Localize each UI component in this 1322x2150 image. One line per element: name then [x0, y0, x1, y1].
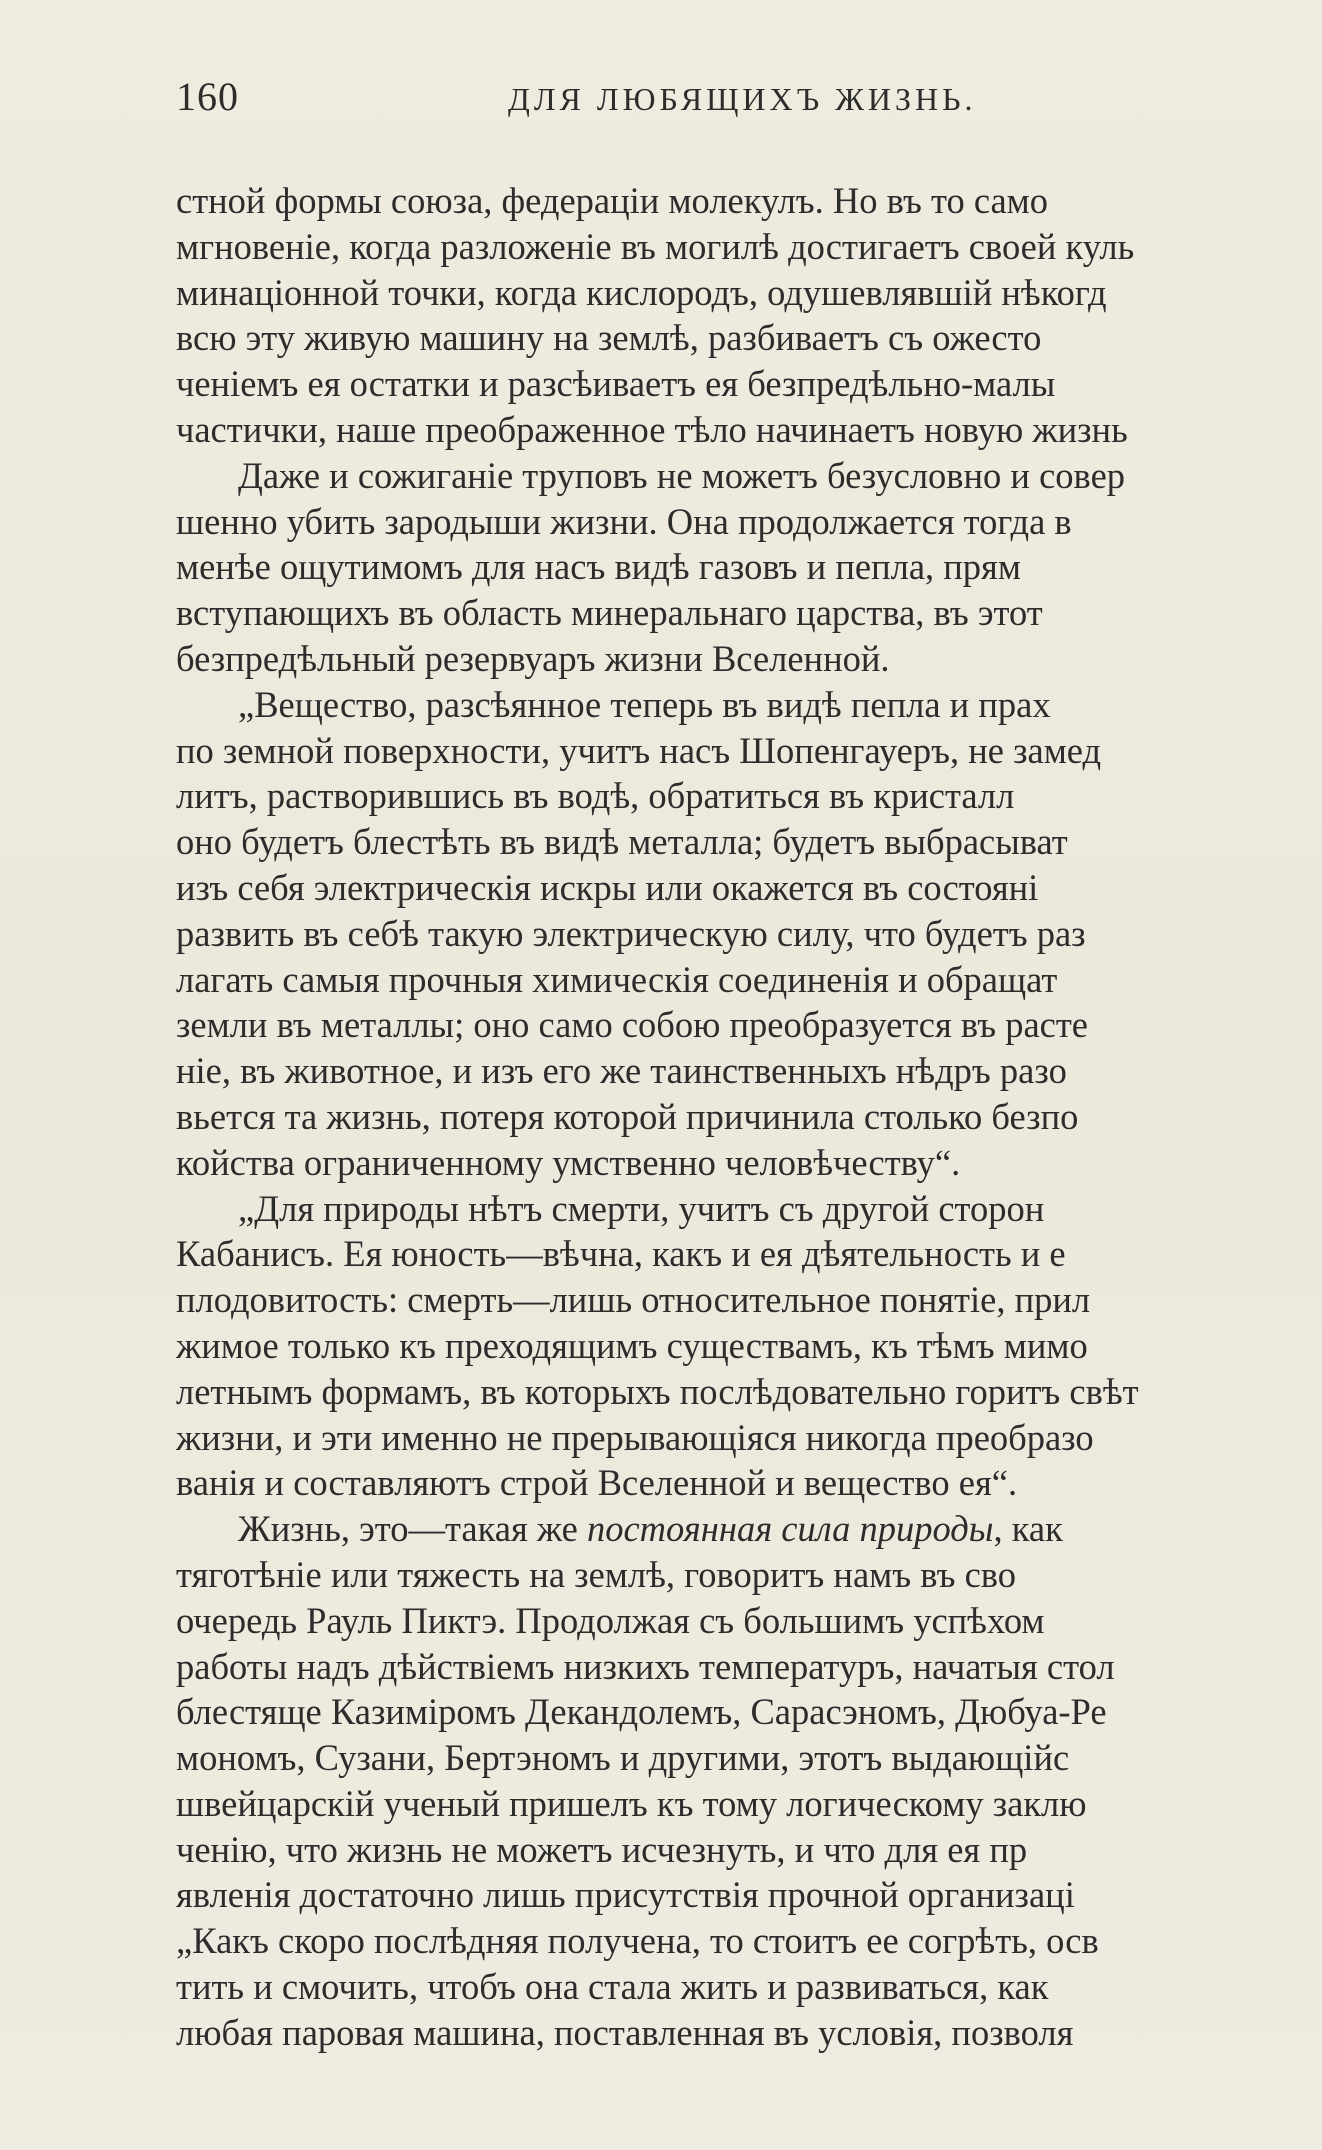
text-line: жизни, и эти именно не прерывающіяся никогда преобразо [176, 1416, 1094, 1458]
text-line: земли въ металлы; оно само собою преобразуется въ расте [176, 1004, 1089, 1046]
text-line: блестяще Казиміромъ Декандолемъ, Сарасэномъ, Дюбуа-Ре [176, 1691, 1107, 1733]
text-line: ванія и составляютъ строй Вселенной и вещество ея“. [176, 1462, 1018, 1504]
text-line: развить въ себѣ такую электрическую силу, что будетъ раз [176, 912, 1086, 954]
text-line: вьется та жизнь, потеря которой причинила столько безпо [176, 1095, 1079, 1137]
text-line: вступающихъ въ область минеральнаго царства, въ этот [176, 592, 1043, 634]
text-line: тить и смочить, чтобъ она стала жить и развиваться, как [176, 1966, 1049, 2008]
text-line: мгновеніе, когда разложеніе въ могилѣ достигаетъ своей куль [176, 225, 1135, 267]
text-line: всю эту живую машину на землѣ, разбиваетъ съ ожесто [176, 317, 1042, 359]
text-line: безпредѣльный резервуаръ жизни Вселенной. [176, 637, 890, 679]
text-line: шенно убить зародыши жизни. Она продолжается тогда в [176, 500, 1072, 542]
text-line: минаціонной точки, когда кислородъ, одушевлявшій нѣкогд [176, 271, 1107, 313]
text-line: изъ себя электрическія искры или окажется въ состояні [176, 866, 1039, 908]
text-line: швейцарскій ученый пришелъ къ тому логическому заклю [176, 1782, 1087, 1824]
text-line: лагать самыя прочныя химическія соединенія и обращат [176, 958, 1058, 1000]
text-line: менѣе ощутимомъ для насъ видѣ газовъ и пепла, прям [176, 546, 1021, 588]
text-line: Кабанисъ. Ея юность—вѣчна, какъ и ея дѣятельность и е [176, 1233, 1066, 1275]
text-line: по земной поверхности, учитъ насъ Шопенгауеръ, не замед [176, 729, 1102, 771]
text-line: „Для природы нѣтъ смерти, учитъ съ другой сторон [238, 1187, 1045, 1229]
text-line: „Вещество, разсѣянное теперь въ видѣ пепла и прах [238, 683, 1051, 725]
text-line: ченіемъ ея остатки и разсѣиваетъ ея безпредѣльно-малы [176, 363, 1056, 405]
text-line: литъ, растворившись въ водѣ, обратиться въ кристалл [176, 775, 1015, 817]
text-line: тяготѣніе или тяжесть на землѣ, говоритъ намъ въ сво [176, 1553, 1017, 1595]
body-text [176, 178, 1322, 2056]
text-line: явленія достаточно лишь присутствія прочной организаці [176, 1874, 1075, 1916]
text-line: мономъ, Сузани, Бертэномъ и другими, этотъ выдающійс [176, 1737, 1070, 1779]
text-line: ніе, въ животное, и изъ его же таинственныхъ нѣдръ разо [176, 1050, 1067, 1092]
text-line: очередь Рауль Пиктэ. Продолжая съ большимъ успѣхом [176, 1599, 1045, 1641]
text-line: любая паровая машина, поставленная въ условія, позволя [176, 2011, 1074, 2053]
text-line [176, 1506, 1322, 1552]
emphasized-phrase: постоянная сила природы [586, 1508, 994, 1550]
text-line: „Какъ скоро послѣдняя получена, то стоитъ ее согрѣть, осв [176, 1920, 1099, 1962]
text-line: летнымъ формамъ, въ которыхъ послѣдовательно горитъ свѣт [176, 1370, 1139, 1412]
text-line: работы надъ дѣйствіемъ низкихъ температуръ, начатыя стол [176, 1645, 1115, 1687]
text-line: ченію, что жизнь не можетъ исчезнуть, и что для ея пр [176, 1828, 1028, 1870]
text-line: частички, наше преображенное тѣло начинаетъ новую жизнь [176, 408, 1128, 450]
text-segment: Жизнь, это—такая же [238, 1508, 587, 1550]
text-line: стной формы союза, федераціи молекулъ. Но въ то само [176, 180, 1049, 221]
text-line: жимое только къ преходящимъ существамъ, къ тѣмъ мимо [176, 1324, 1088, 1366]
page-number: 160 [176, 74, 239, 119]
text-line: койства ограниченному умственно человѣчеству“. [176, 1141, 961, 1183]
text-line: Даже и сожиганіе труповъ не можетъ безусловно и совер [238, 454, 1126, 496]
page-header [176, 72, 1322, 122]
text-line: оно будетъ блестѣть въ видѣ металла; будетъ выбрасыват [176, 821, 1068, 863]
text-segment: , как [993, 1508, 1063, 1550]
text-line: плодовитость: смерть—лишь относительное понятіе, прил [176, 1279, 1091, 1321]
running-title: ДЛЯ ЛЮБЯЩИХЪ ЖИЗНЬ. [508, 81, 977, 117]
